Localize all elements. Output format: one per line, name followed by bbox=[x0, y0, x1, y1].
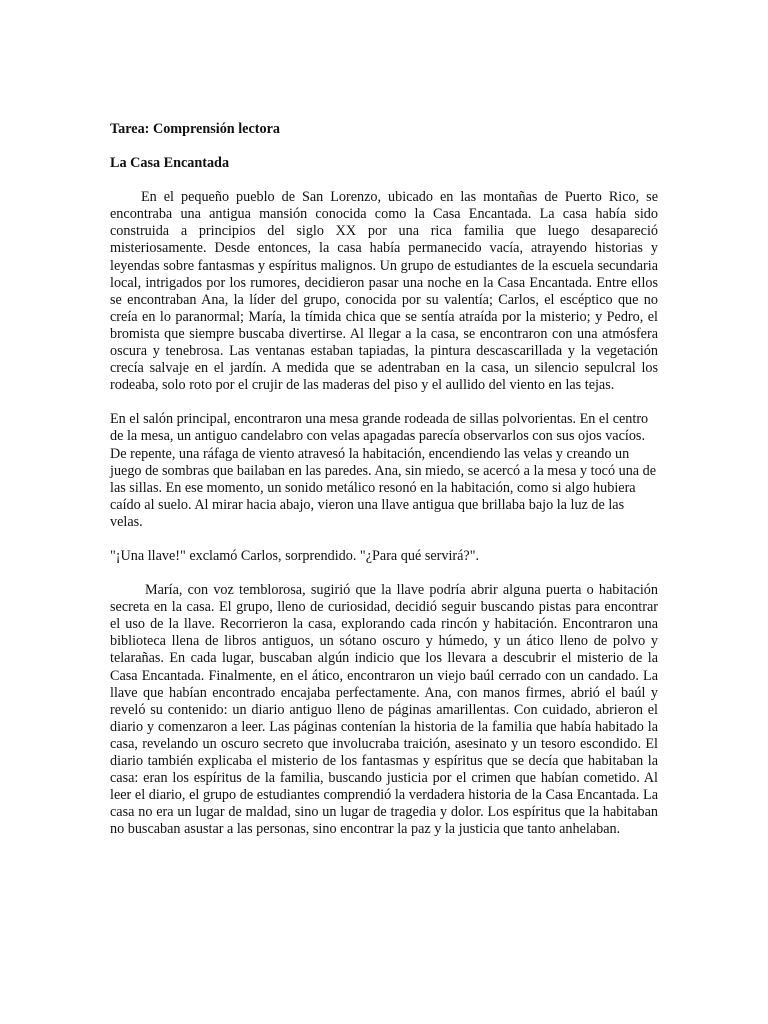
paragraph-2: En el salón principal, encontraron una mesa grande rodeada de sillas polvorientas. En el centro de la mesa, un antiguo candelabro con velas apagadas parecía observarlos con sus ojos vacíos. De repente, una ráfaga de viento atravesó la habitación, encendiendo las velas y creando un juego de sombras que bailaban en las paredes. Ana, sin miedo, se acercó a la mesa y tocó una de las sillas. En ese momento, un sonido metálico resonó en la habitación, como si algo hubiera caído al suelo. Al mirar hacia abajo, vieron una llave antigua que brillaba bajo la luz de las velas. bbox=[110, 411, 657, 530]
story-title: La Casa Encantada bbox=[110, 155, 230, 172]
paragraph-1: En el pequeño pueblo de San Lorenzo, ubicado en las montañas de Puerto Rico, se encontraba una antigua mansión conocida como la Casa Encantada. La casa había sido construida a principios del siglo XX por una rica familia que luego desapareció misteriosamente. Desde entonces, la casa había permanecido vacía, atrayendo historias y leyendas sobre fantasmas y espíritus malignos. Un grupo de estudiantes de la escuela secundaria local, intrigados por los rumores, decidieron pasar una noche en la Casa Encantada. Entre ellos se encontraban Ana, la líder del grupo, conocida por su valentía; Carlos, el escéptico que no creía en lo paranormal; María, la tímida chica que se sentía atraída por la misterio; y Pedro, el bromista que siempre buscaba divertirse. Al llegar a la casa, se encontraron con una atmósfera oscura y tenebrosa. Las ventanas estaban tapiadas, la pintura descascarillada y la vegetación crecía salvaje en el jardín. A medida que se adentraban en la casa, un silencio sepulcral los rodeaba, solo roto por el crujir de las maderas del piso y el aullido del viento en las tejas. bbox=[110, 189, 658, 394]
document-page bbox=[110, 121, 658, 855]
task-heading: Tarea: Comprensión lectora bbox=[110, 121, 280, 137]
paragraph-4: María, con voz temblorosa, sugirió que la llave podría abrir alguna puerta o habitación secreta en la casa. El grupo, lleno de curiosidad, decidió seguir buscando pistas para encontrar el uso de la llave. Recorrieron la casa, explorando cada rincón y habitación. Encontraron una biblioteca llena de libros antiguos, un sótano oscuro y húmedo, y un ático lleno de polvo y telarañas. En cada lugar, buscaban algún indicio que los llevara a descubrir el misterio de la Casa Encantada. Finalmente, en el ático, encontraron un viejo baúl cerrado con un candado. La llave que habían encontrado encajaba perfectamente. Ana, con manos firmes, abrió el baúl y reveló su contenido: un diario antiguo lleno de páginas amarillentas. Con cuidado, abrieron el diario y comenzaron a leer. Las páginas contenían la historia de la familia que había habitado la casa, revelando un oscuro secreto que involucraba traición, asesinato y un tesoro escondido. El diario también explicaba el misterio de los fantasmas y espíritus que se decía que habitaban la casa: eran los espíritus de la familia, buscando justicia por el crimen que habían cometido. Al leer el diario, el grupo de estudiantes comprendió la verdadera historia de la Casa Encantada. La casa no era un lugar de maldad, sino un lugar de tragedia y dolor. Los espíritus que la habitaban no buscaban asustar a las personas, sino encontrar la paz y la justicia que tanto anhelaban. bbox=[110, 582, 658, 838]
paragraph-3: "¡Una llave!" exclamó Carlos, sorprendido. "¿Para qué servirá?". bbox=[110, 547, 480, 564]
